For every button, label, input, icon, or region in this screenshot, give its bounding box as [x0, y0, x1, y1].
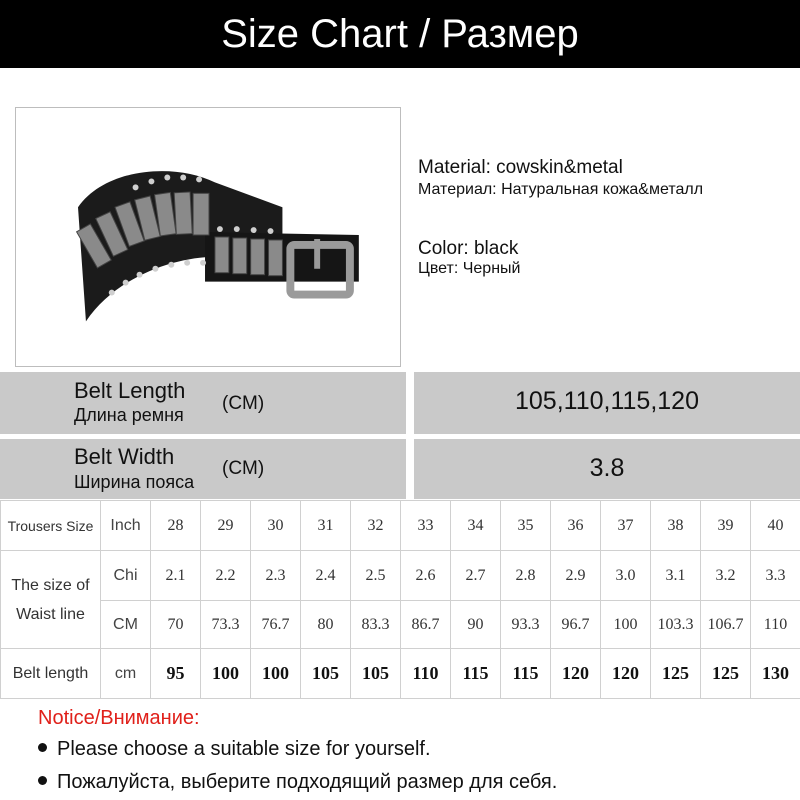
- cm-cell: 76.7: [251, 601, 301, 649]
- cm-cell: 106.7: [701, 601, 751, 649]
- studded-belt-photo: [16, 108, 400, 366]
- cm-row: [1, 601, 800, 649]
- material-en: Material: cowskin&metal: [418, 157, 623, 178]
- notice-item: [38, 771, 557, 794]
- belt-cell: 105: [301, 649, 351, 699]
- header-title: Size Chart / Размер: [221, 11, 579, 56]
- chi-cell: 2.6: [401, 551, 451, 601]
- notice-item-text: Please choose a suitable size for yourself.: [57, 738, 431, 760]
- cm-cell: 70: [151, 601, 201, 649]
- chi-cell: 2.9: [551, 551, 601, 601]
- chi-cell: 3.1: [651, 551, 701, 601]
- inch-cell: 30: [251, 501, 301, 551]
- belt-cell: 115: [451, 649, 501, 699]
- cm-cell: 86.7: [401, 601, 451, 649]
- cm-cell: 96.7: [551, 601, 601, 649]
- inch-cell: 29: [201, 501, 251, 551]
- inch-cell: 31: [301, 501, 351, 551]
- waist-line-label: [1, 551, 101, 649]
- color-ru: Цвет: Черный: [418, 260, 521, 277]
- belt-cell: 130: [751, 649, 800, 699]
- inch-unit: Inch: [101, 501, 151, 551]
- cm-cell: 73.3: [201, 601, 251, 649]
- belt-cell: 120: [551, 649, 601, 699]
- belt-cell: 125: [701, 649, 751, 699]
- chi-cell: 3.0: [601, 551, 651, 601]
- chi-cell: 2.2: [201, 551, 251, 601]
- cm-cell: 80: [301, 601, 351, 649]
- waist-label-line2: Waist line: [16, 605, 85, 623]
- notice-item-text: Пожалуйста, выберите подходящий размер для себя.: [57, 771, 558, 793]
- belt-width-value: 3.8: [589, 454, 625, 482]
- belt-length-label-ru: Длина ремня: [74, 405, 184, 425]
- inch-cell: 37: [601, 501, 651, 551]
- waist-label-line1: The size of: [11, 576, 90, 594]
- bullet-icon: [38, 743, 47, 752]
- belt-cell: 115: [501, 649, 551, 699]
- belt-length-row-label: Belt length: [1, 649, 101, 699]
- chi-cell: 2.7: [451, 551, 501, 601]
- chi-cell: 3.3: [751, 551, 800, 601]
- size-table: [0, 500, 800, 699]
- belt-cell: 125: [651, 649, 701, 699]
- inch-cell: 28: [151, 501, 201, 551]
- bullet-icon: [38, 776, 47, 785]
- belt-cell: 110: [401, 649, 451, 699]
- inch-cell: 39: [701, 501, 751, 551]
- page-header: [0, 0, 800, 68]
- trousers-size-label: Trousers Size: [1, 501, 101, 551]
- belt-length-row: [1, 649, 800, 699]
- chi-cell: 2.1: [151, 551, 201, 601]
- inch-cell: 33: [401, 501, 451, 551]
- notice-item: [38, 738, 431, 761]
- product-photo: [15, 107, 401, 367]
- chi-cell: 2.4: [301, 551, 351, 601]
- belt-cell: 105: [351, 649, 401, 699]
- cm-cell: 103.3: [651, 601, 701, 649]
- chi-cell: 2.5: [351, 551, 401, 601]
- belt-cell: 95: [151, 649, 201, 699]
- belt-width-label-bar: [0, 439, 406, 499]
- chi-cell: 2.8: [501, 551, 551, 601]
- chi-row: [1, 551, 800, 601]
- cm-cell: 110: [751, 601, 800, 649]
- belt-width-unit: (CM): [222, 458, 265, 479]
- inch-cell: 36: [551, 501, 601, 551]
- inch-cell: 35: [501, 501, 551, 551]
- inch-cell: 34: [451, 501, 501, 551]
- color-en: Color: black: [418, 238, 519, 259]
- belt-length-unit: (CM): [222, 393, 265, 414]
- belt-unit: cm: [101, 649, 151, 699]
- belt-length-label-bar: [0, 372, 406, 434]
- cm-cell: 100: [601, 601, 651, 649]
- cm-cell: 93.3: [501, 601, 551, 649]
- belt-length-value: 105,110,115,120: [515, 387, 699, 415]
- chi-cell: 3.2: [701, 551, 751, 601]
- belt-width-label-ru: Ширина пояса: [74, 472, 195, 492]
- belt-width-label-en: Belt Width: [74, 444, 175, 469]
- belt-length-label-en: Belt Length: [74, 378, 186, 403]
- chi-unit: Chi: [101, 551, 151, 601]
- inch-cell: 40: [751, 501, 800, 551]
- notice-title: Notice/Внимание:: [38, 707, 200, 729]
- inch-cell: 32: [351, 501, 401, 551]
- inch-cell: 38: [651, 501, 701, 551]
- cm-cell: 83.3: [351, 601, 401, 649]
- material-ru: Материал: Натуральная кожа&металл: [418, 181, 704, 198]
- cm-unit: CM: [101, 601, 151, 649]
- belt-cell: 100: [201, 649, 251, 699]
- cm-cell: 90: [451, 601, 501, 649]
- chi-cell: 2.3: [251, 551, 301, 601]
- inch-row: [1, 501, 800, 551]
- belt-cell: 120: [601, 649, 651, 699]
- belt-cell: 100: [251, 649, 301, 699]
